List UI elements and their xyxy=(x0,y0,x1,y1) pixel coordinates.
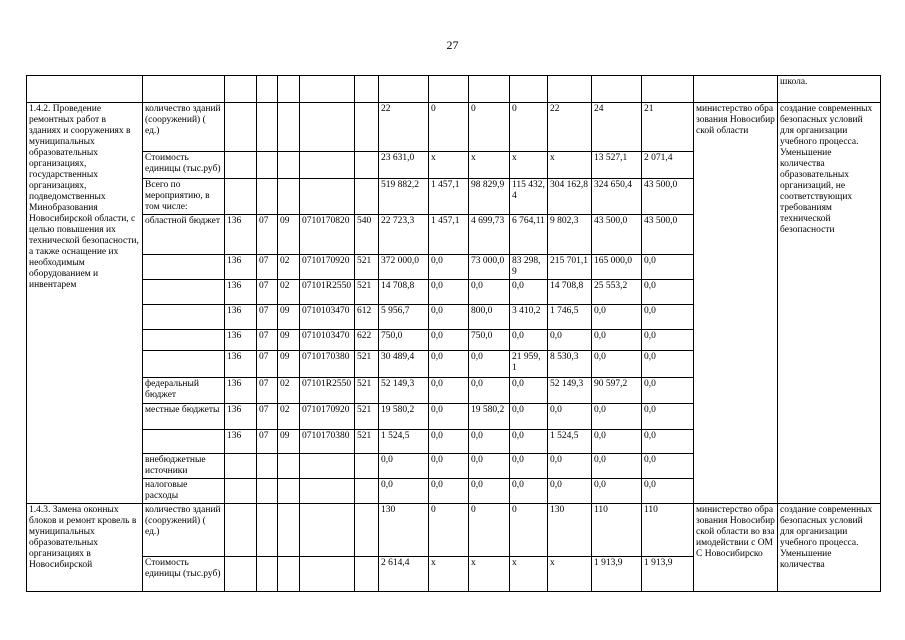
year1-cell: 0,0 xyxy=(429,378,469,404)
grbs-cell: 136 xyxy=(225,305,257,330)
year3-cell: 0 xyxy=(510,103,548,152)
total-cell: 23 631,0 xyxy=(379,152,429,179)
year5-cell: 0,0 xyxy=(592,351,642,378)
event-name-cell: 1.4.3. Замена оконных блоков и ремонт кровель в муниципальных образовательных организациях в Новосибирской xyxy=(27,504,143,592)
effect-cell: школа. xyxy=(778,76,881,103)
year6-cell: 110 xyxy=(642,504,694,557)
year4-cell: 0,0 xyxy=(548,454,592,479)
year5-cell: 110 xyxy=(592,504,642,557)
year6-cell: 0,0 xyxy=(642,255,694,280)
year5-cell: 90 597,2 xyxy=(592,378,642,404)
indicator-cell xyxy=(143,280,225,305)
year3-cell: 0,0 xyxy=(510,280,548,305)
grbs-cell: 136 xyxy=(225,280,257,305)
pr-cell: 09 xyxy=(278,215,300,255)
year3-cell: 6 764,11 xyxy=(510,215,548,255)
grbs-cell xyxy=(225,152,257,179)
year2-cell: 750,0 xyxy=(469,330,510,351)
total-cell: 2 614,4 xyxy=(379,557,429,592)
year2-cell: 0,0 xyxy=(469,454,510,479)
vr-cell xyxy=(355,179,379,215)
year2-cell: 0,0 xyxy=(469,430,510,454)
csr-cell: 0710103470 xyxy=(300,330,355,351)
vr-cell: 612 xyxy=(355,305,379,330)
indicator-cell xyxy=(143,430,225,454)
year2-cell: 0,0 xyxy=(469,280,510,305)
rz-cell xyxy=(257,454,278,479)
total-cell: 0,0 xyxy=(379,454,429,479)
grbs-cell: 136 xyxy=(225,378,257,404)
year4-cell: 14 708,8 xyxy=(548,280,592,305)
vr-cell: 521 xyxy=(355,404,379,430)
year2-cell: 0 xyxy=(469,504,510,557)
total-cell: 22 723,3 xyxy=(379,215,429,255)
csr-cell: 0710170920 xyxy=(300,404,355,430)
year6-cell: 0,0 xyxy=(642,378,694,404)
year3-cell: 115 432,4 xyxy=(510,179,548,215)
csr-cell: 0710170920 xyxy=(300,255,355,280)
year5-cell: 0,0 xyxy=(592,404,642,430)
year4-cell: 0,0 xyxy=(548,479,592,504)
indicator-cell xyxy=(143,351,225,378)
year1-cell: 0 xyxy=(429,103,469,152)
vr-cell: 521 xyxy=(355,280,379,305)
year6-cell: 0,0 xyxy=(642,330,694,351)
program-table xyxy=(26,75,881,592)
csr-cell: 0710170380 xyxy=(300,351,355,378)
vr-cell: 521 xyxy=(355,255,379,280)
year5-cell: 24 xyxy=(592,103,642,152)
pr-cell: 09 xyxy=(278,430,300,454)
year1-cell: 0,0 xyxy=(429,430,469,454)
effect-cell: создание современных безопасных условий для организации учебного процесса. Уменьшение количества xyxy=(778,504,881,592)
indicator-cell: внебюджетные источники xyxy=(143,454,225,479)
year1-cell: 0,0 xyxy=(429,351,469,378)
grbs-cell: 136 xyxy=(225,404,257,430)
event-name-cell: 1.4.2. Проведение ремонтных работ в зданиях и сооружениях в муниципальных образовательных организациях, государственных организациях, подведомственных Минобразования Новосибирской области, с целью повышения их технической безопасности, а также оснащение их необходимым оборудованием и инвентарем xyxy=(27,103,143,504)
rz-cell: 07 xyxy=(257,305,278,330)
table-row xyxy=(27,76,881,103)
year3-cell: 0,0 xyxy=(510,378,548,404)
year5-cell: 0,0 xyxy=(592,479,642,504)
rz-cell xyxy=(257,152,278,179)
year6-cell: 0,0 xyxy=(642,351,694,378)
rz-cell xyxy=(257,479,278,504)
year2-cell: 19 580,2 xyxy=(469,404,510,430)
year4-cell: 8 530,3 xyxy=(548,351,592,378)
year5-cell: 0,0 xyxy=(592,454,642,479)
table-body xyxy=(27,76,881,592)
year5-cell: 13 527,1 xyxy=(592,152,642,179)
year2-cell: 800,0 xyxy=(469,305,510,330)
year6-cell: 21 xyxy=(642,103,694,152)
csr-cell xyxy=(300,179,355,215)
pr-cell xyxy=(278,504,300,557)
grbs-cell xyxy=(225,479,257,504)
year3-cell: 0 xyxy=(510,504,548,557)
year1-cell: 1 457,1 xyxy=(429,215,469,255)
table-row xyxy=(27,504,881,557)
year4-cell: 215 701,1 xyxy=(548,255,592,280)
total-cell: 52 149,3 xyxy=(379,378,429,404)
year6-cell: 0,0 xyxy=(642,479,694,504)
year5-cell: 0,0 xyxy=(592,330,642,351)
year3-cell: 0,0 xyxy=(510,404,548,430)
vr-cell xyxy=(355,454,379,479)
csr-cell xyxy=(300,103,355,152)
total-cell: 30 489,4 xyxy=(379,351,429,378)
csr-cell xyxy=(300,479,355,504)
pr-cell xyxy=(278,152,300,179)
pr-cell: 02 xyxy=(278,378,300,404)
year6-cell: 0,0 xyxy=(642,430,694,454)
year4-cell: 52 149,3 xyxy=(548,378,592,404)
year2-cell: 0,0 xyxy=(469,351,510,378)
year2-cell: 0 xyxy=(469,103,510,152)
grbs-cell: 136 xyxy=(225,215,257,255)
indicator-cell: налоговые расходы xyxy=(143,479,225,504)
total-cell: 519 882,2 xyxy=(379,179,429,215)
year6-cell: 0,0 xyxy=(642,280,694,305)
year3-cell: х xyxy=(510,557,548,592)
indicator-cell xyxy=(143,330,225,351)
rz-cell xyxy=(257,557,278,592)
year1-cell: 0,0 xyxy=(429,330,469,351)
csr-cell: 0710170380 xyxy=(300,430,355,454)
pr-cell: 02 xyxy=(278,255,300,280)
year4-cell: 22 xyxy=(548,103,592,152)
vr-cell xyxy=(355,152,379,179)
grbs-cell xyxy=(225,504,257,557)
year1-cell: 0,0 xyxy=(429,479,469,504)
csr-cell: 0710170820 xyxy=(300,215,355,255)
year6-cell: 1 913,9 xyxy=(642,557,694,592)
total-cell: 22 xyxy=(379,103,429,152)
year3-cell: 83 298,9 xyxy=(510,255,548,280)
rz-cell: 07 xyxy=(257,378,278,404)
grbs-cell: 136 xyxy=(225,255,257,280)
year1-cell: х xyxy=(429,152,469,179)
grbs-cell: 136 xyxy=(225,330,257,351)
total-cell: 0,0 xyxy=(379,479,429,504)
vr-cell: 521 xyxy=(355,430,379,454)
rz-cell: 07 xyxy=(257,280,278,305)
year2-cell: 0,0 xyxy=(469,378,510,404)
vr-cell xyxy=(355,504,379,557)
year2-cell: 73 000,0 xyxy=(469,255,510,280)
vr-cell xyxy=(355,103,379,152)
indicator-cell: количество зданий (сооружений) ( ед.) xyxy=(143,504,225,557)
grbs-cell: 136 xyxy=(225,430,257,454)
csr-cell xyxy=(300,152,355,179)
year4-cell: 130 xyxy=(548,504,592,557)
pr-cell xyxy=(278,557,300,592)
year3-cell: 21 959,1 xyxy=(510,351,548,378)
year4-cell: 1 524,5 xyxy=(548,430,592,454)
rz-cell: 07 xyxy=(257,330,278,351)
pr-cell xyxy=(278,479,300,504)
year5-cell: 0,0 xyxy=(592,430,642,454)
total-cell: 14 708,8 xyxy=(379,280,429,305)
total-cell: 750,0 xyxy=(379,330,429,351)
year4-cell: 0,0 xyxy=(548,404,592,430)
pr-cell: 09 xyxy=(278,330,300,351)
year2-cell: х xyxy=(469,152,510,179)
rz-cell xyxy=(257,103,278,152)
year5-cell: 0,0 xyxy=(592,305,642,330)
effect-cell: создание современных безопасных условий для организации учебного процесса. Уменьшение количества образовательных организаций, не соответствующих требованиям технической безопасности xyxy=(778,103,881,504)
year1-cell: 0 xyxy=(429,504,469,557)
year6-cell: 43 500,0 xyxy=(642,215,694,255)
grbs-cell: 136 xyxy=(225,351,257,378)
year1-cell: х xyxy=(429,557,469,592)
vr-cell xyxy=(355,557,379,592)
year3-cell: 0,0 xyxy=(510,330,548,351)
total-cell: 130 xyxy=(379,504,429,557)
grbs-cell xyxy=(225,179,257,215)
vr-cell: 540 xyxy=(355,215,379,255)
year5-cell: 25 553,2 xyxy=(592,280,642,305)
indicator-cell xyxy=(143,305,225,330)
indicator-cell: областной бюджет xyxy=(143,215,225,255)
csr-cell xyxy=(300,557,355,592)
year5-cell: 1 913,9 xyxy=(592,557,642,592)
year1-cell: 0,0 xyxy=(429,255,469,280)
year3-cell: 0,0 xyxy=(510,454,548,479)
total-cell: 372 000,0 xyxy=(379,255,429,280)
csr-cell xyxy=(300,504,355,557)
grbs-cell xyxy=(225,103,257,152)
vr-cell xyxy=(355,479,379,504)
year4-cell: 304 162,8 xyxy=(548,179,592,215)
indicator-cell xyxy=(143,255,225,280)
total-cell: 1 524,5 xyxy=(379,430,429,454)
year1-cell: 1 457,1 xyxy=(429,179,469,215)
year2-cell: х xyxy=(469,557,510,592)
year6-cell: 43 500,0 xyxy=(642,179,694,215)
year5-cell: 165 000,0 xyxy=(592,255,642,280)
pr-cell: 02 xyxy=(278,280,300,305)
csr-cell: 07101R2550 xyxy=(300,378,355,404)
year4-cell: х xyxy=(548,152,592,179)
year6-cell: 0,0 xyxy=(642,454,694,479)
vr-cell: 521 xyxy=(355,378,379,404)
year1-cell: 0,0 xyxy=(429,280,469,305)
total-cell: 19 580,2 xyxy=(379,404,429,430)
rz-cell xyxy=(257,504,278,557)
executor-cell: министерство образования Новосибирской области во взаимодействии с ОМС Новосибирско xyxy=(694,504,778,592)
year2-cell: 98 829,9 xyxy=(469,179,510,215)
year1-cell: 0,0 xyxy=(429,305,469,330)
rz-cell: 07 xyxy=(257,255,278,280)
pr-cell xyxy=(278,454,300,479)
year6-cell: 0,0 xyxy=(642,305,694,330)
csr-cell xyxy=(300,454,355,479)
rz-cell: 07 xyxy=(257,215,278,255)
year1-cell: 0,0 xyxy=(429,454,469,479)
year3-cell: 0,0 xyxy=(510,479,548,504)
pr-cell: 02 xyxy=(278,404,300,430)
rz-cell: 07 xyxy=(257,404,278,430)
csr-cell: 0710103470 xyxy=(300,305,355,330)
pr-cell xyxy=(278,179,300,215)
rz-cell xyxy=(257,179,278,215)
indicator-cell: количество зданий (сооружений) ( ед.) xyxy=(143,103,225,152)
year4-cell: 0,0 xyxy=(548,330,592,351)
year6-cell: 0,0 xyxy=(642,404,694,430)
total-cell: 5 956,7 xyxy=(379,305,429,330)
grbs-cell xyxy=(225,454,257,479)
year2-cell: 4 699,73 xyxy=(469,215,510,255)
year2-cell: 0,0 xyxy=(469,479,510,504)
rz-cell: 07 xyxy=(257,351,278,378)
pr-cell xyxy=(278,103,300,152)
year4-cell: 9 802,3 xyxy=(548,215,592,255)
indicator-cell: Всего по мероприятию, в том числе: xyxy=(143,179,225,215)
indicator-cell: Стоимость единицы (тыс.руб) xyxy=(143,557,225,592)
pr-cell: 09 xyxy=(278,305,300,330)
year3-cell: 0,0 xyxy=(510,430,548,454)
indicator-cell: федеральный бюджет xyxy=(143,378,225,404)
year3-cell: х xyxy=(510,152,548,179)
page-number: 27 xyxy=(446,38,459,52)
rz-cell: 07 xyxy=(257,430,278,454)
vr-cell: 521 xyxy=(355,351,379,378)
indicator-cell: местные бюджеты xyxy=(143,404,225,430)
indicator-cell: Стоимость единицы (тыс.руб) xyxy=(143,152,225,179)
executor-cell: министерство образования Новосибирской области xyxy=(694,103,778,504)
year5-cell: 324 650,4 xyxy=(592,179,642,215)
csr-cell: 07101R2550 xyxy=(300,280,355,305)
year3-cell: 3 410,2 xyxy=(510,305,548,330)
year1-cell: 0,0 xyxy=(429,404,469,430)
vr-cell: 622 xyxy=(355,330,379,351)
year4-cell: х xyxy=(548,557,592,592)
year6-cell: 2 071,4 xyxy=(642,152,694,179)
year5-cell: 43 500,0 xyxy=(592,215,642,255)
pr-cell: 09 xyxy=(278,351,300,378)
grbs-cell xyxy=(225,557,257,592)
year4-cell: 1 746,5 xyxy=(548,305,592,330)
table-row xyxy=(27,103,881,152)
